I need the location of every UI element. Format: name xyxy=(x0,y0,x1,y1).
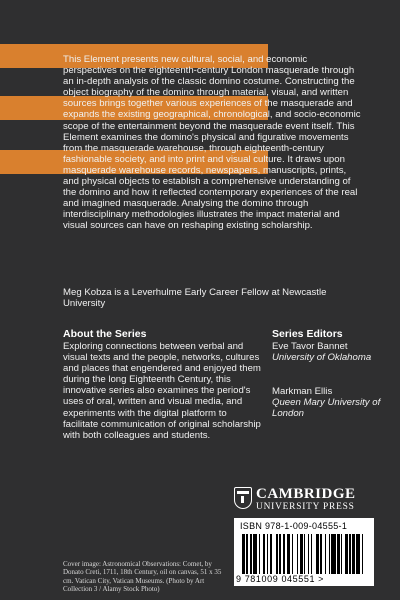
editor-affiliation: Queen Mary University of London xyxy=(272,397,381,420)
about-series-text: Exploring connections between verbal and visual texts and the people, networks, cultures and places that engendered and enjoyed them during the long Eighteenth Century, this innovative series also examines the period's uses of oral, written and visual media, and experiments with the digital platform to facilitate communication of original scholarship with both colleagues and students. xyxy=(63,341,261,441)
isbn-text: ISBN 978-1-009-04555-1 xyxy=(240,521,348,531)
cambridge-shield-icon xyxy=(234,487,252,509)
series-editors-heading: Series Editors xyxy=(272,328,343,340)
barcode-number: 9 781009 045551 > xyxy=(236,574,325,584)
publisher-subname: UNIVERSITY PRESS xyxy=(256,502,355,512)
cover-image-credit: Cover image: Astronomical Observations: Comet, by Donato Creti, 1711, 18th Century, oil on canvas, 51 x 35 cm. Vatican City, Vatican Museums. (Photo by Art Collection 3 / Alamy Stock Photo) xyxy=(63,560,222,594)
barcode-bar xyxy=(363,534,366,574)
editor-name: Eve Tavor Bannet xyxy=(272,341,348,352)
publisher-logo xyxy=(234,486,374,514)
isbn-barcode xyxy=(234,518,374,586)
editor-affiliation: University of Oklahoma xyxy=(272,352,372,364)
barcode-bars xyxy=(242,534,366,574)
book-blurb: This Element presents new cultural, social, and economic perspectives on the eighteenth-century London masquerade through an in-depth analysis of the classic domino costume. Constructing the object biography of the domino through material, visual, and written sources brings together various experiences of the masquerade and expands the existing geographical, chronological, and socio-economic scope of the entertainment beyond the masquerade event itself. This Element examines the domino's physical and figurative movements from the masquerade warehouse, through eighteenth-century fashionable society, and into print and visual culture. It draws upon masquerade warehouse records, newspapers, manuscripts, prints, and physical objects to establish a comprehensive understanding of the domino and how it reflected contemporary experiences of the real and imagined masquerade. Analysing the domino through interdisciplinary methodologies illustrates the impact material and visual sources can have on reshaping existing scholarship. xyxy=(63,54,361,232)
about-series-heading: About the Series xyxy=(63,328,147,340)
editor-name: Markman Ellis xyxy=(272,386,333,397)
publisher-name: CAMBRIDGE xyxy=(256,486,356,502)
series-editor xyxy=(272,341,382,363)
series-editor xyxy=(272,386,382,419)
author-bio: Meg Kobza is a Leverhulme Early Career Fellow at Newcastle University xyxy=(63,287,327,310)
